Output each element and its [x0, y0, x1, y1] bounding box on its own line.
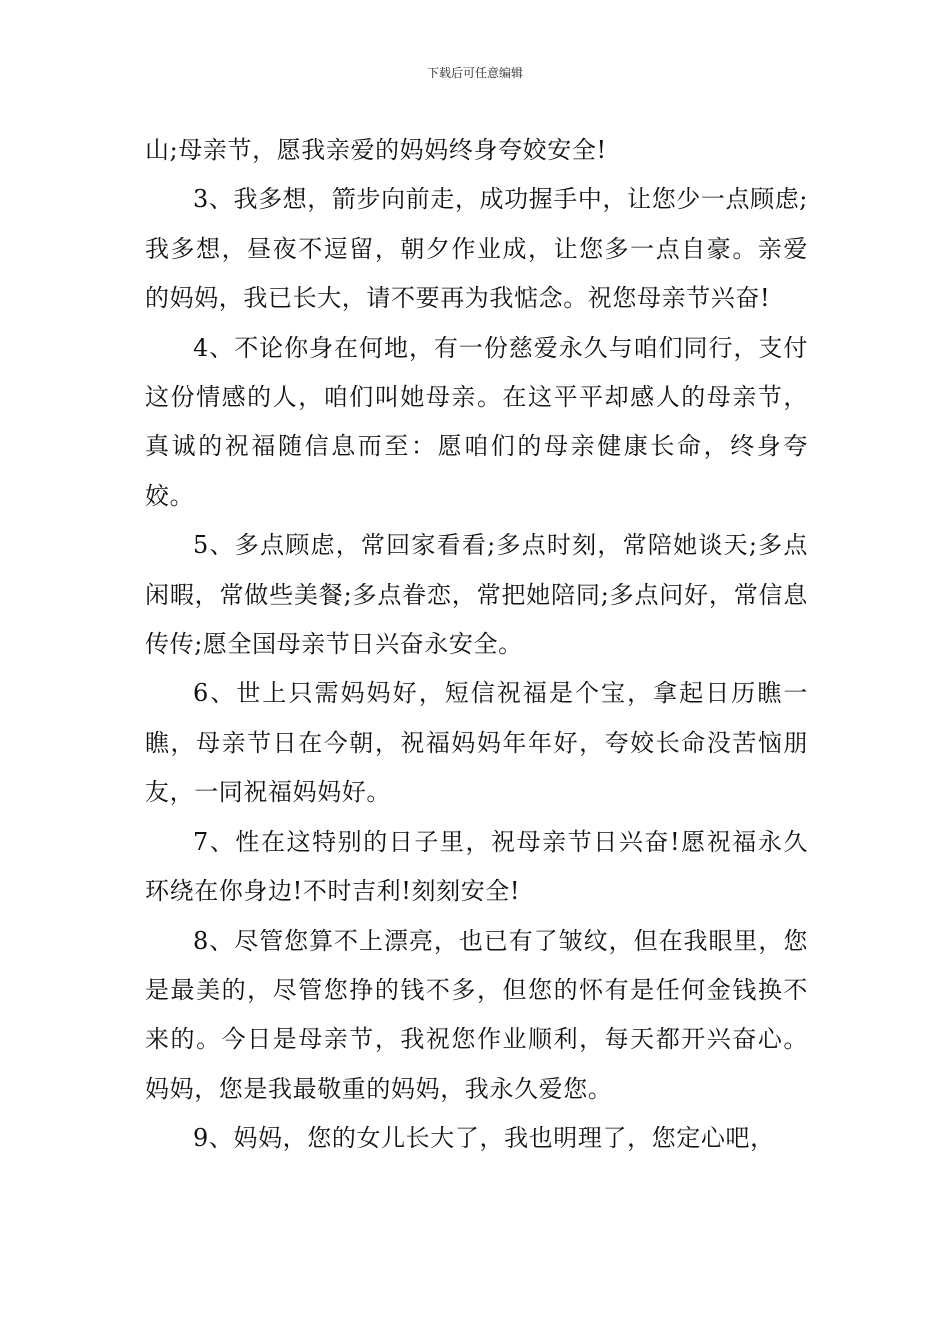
- paragraph-item-5: 5、多点顾虑，常回家看看;多点时刻，常陪她谈天;多点闲暇，常做些美餐;多点眷恋，常把她陪同;多点问好，常信息传传;愿全国母亲节日兴奋永安全。: [145, 531, 808, 659]
- paragraph-item-4: 4、不论你身在何地，有一份慈爱永久与咱们同行，支付这份情感的人，咱们叫她母亲。在这平平却感人的母亲节，真诚的祝福随信息而至：愿咱们的母亲健康长命，终身夸姣。: [145, 333, 808, 510]
- page-header: 下载后可任意编辑: [426, 66, 523, 80]
- paragraph-continuation: 山;母亲节，愿我亲爱的妈妈终身夸姣安全!: [145, 136, 607, 164]
- paragraph-item-6: 6、世上只需妈妈好，短信祝福是个宝，拿起日历瞧一瞧，母亲节日在今朝，祝福妈妈年年好，夸姣长命没苦恼朋友，一同祝福妈妈好。: [145, 679, 808, 807]
- paragraph-item-7: 7、性在这特别的日子里，祝母亲节日兴奋!愿祝福永久环绕在你身边!不时吉利!刻刻安全!: [145, 827, 808, 906]
- paragraph-item-8: 8、尽管您算不上漂亮，也已有了皱纹，但在我眼里，您是最美的，尽管您挣的钱不多，但您的怀有是任何金钱换不来的。今日是母亲节，我祝您作业顺利，每天都开兴奋心。妈妈，您是我最敬重的妈妈，我永久爱您。: [145, 926, 808, 1103]
- paragraph-item-9: 9、妈妈，您的女儿长大了，我也明理了，您定心吧，: [193, 1124, 775, 1153]
- document-body: [145, 126, 808, 1164]
- paragraph-item-3: 3、我多想，箭步向前走，成功握手中，让您少一点顾虑;我多想，昼夜不逗留，朝夕作业成，让您多一点自豪。亲爱的妈妈，我已长大，请不要再为我惦念。祝您母亲节兴奋!: [145, 185, 808, 313]
